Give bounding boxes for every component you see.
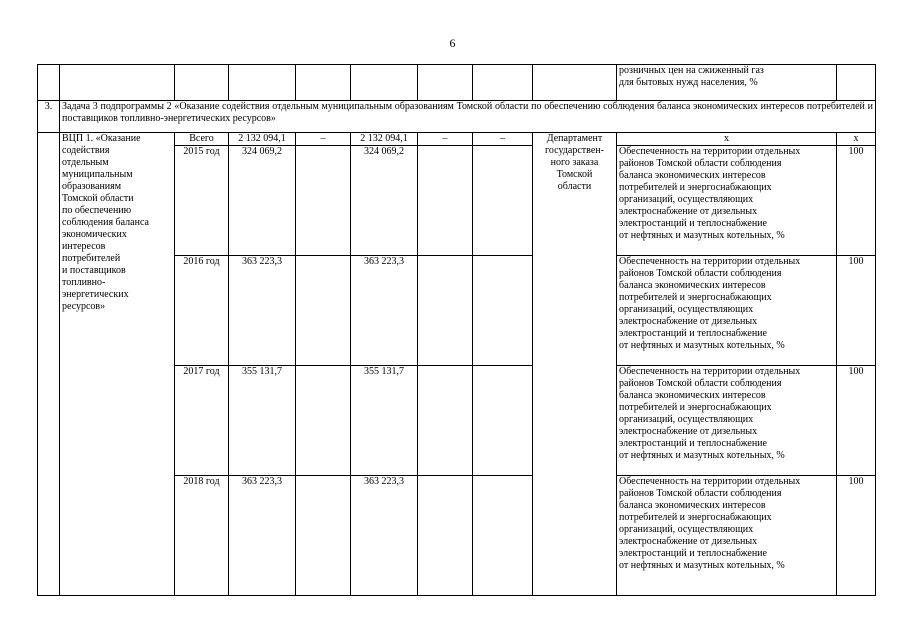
cell-empty bbox=[473, 146, 533, 256]
executor: Департамент государствен- ного заказа Томской области bbox=[533, 133, 617, 596]
cell-empty bbox=[418, 476, 473, 596]
amount-cell: 324 069,2 bbox=[229, 146, 296, 256]
indicator-cell: Обеспеченность на территории отдельных районов Томской области соблюдения баланса экономических интересов потребителей и энергоснабжающих организаций, осуществляющих электроснабжение от дизельных электростанций и теплоснабжение от нефтяных и мазутных котельных, % bbox=[617, 476, 837, 596]
regional-cell: 355 131,7 bbox=[351, 366, 418, 476]
value-cell: х bbox=[837, 133, 876, 146]
regional-cell: 363 223,3 bbox=[351, 256, 418, 366]
cell-empty bbox=[296, 476, 351, 596]
regional-cell: 324 069,2 bbox=[351, 146, 418, 256]
period-cell: 2018 год bbox=[175, 476, 229, 596]
federal-cell: – bbox=[296, 133, 351, 146]
period-cell: Всего bbox=[175, 133, 229, 146]
other-cell: – bbox=[473, 133, 533, 146]
indicator-cell: Обеспеченность на территории отдельных районов Томской области соблюдения баланса экономических интересов потребителей и энергоснабжающих организаций, осуществляющих электроснабжение от дизельных электростанций и теплоснабжение от нефтяных и мазутных котельных, % bbox=[617, 366, 837, 476]
task-row bbox=[38, 101, 876, 133]
value-cell: 100 bbox=[837, 146, 876, 256]
period-cell: 2016 год bbox=[175, 256, 229, 366]
cell-empty bbox=[533, 65, 617, 101]
cell-empty bbox=[296, 65, 351, 101]
task-number: 3. bbox=[38, 101, 60, 133]
continuation-row bbox=[38, 65, 876, 101]
cell-empty bbox=[296, 366, 351, 476]
local-cell: – bbox=[418, 133, 473, 146]
program-name: ВЦП 1. «Оказание содействия отдельным муниципальным образованиям Томской области по обеспечению соблюдения баланса экономических интересов потребителей и поставщиков топливно- энергетических ресурсов» bbox=[60, 133, 175, 596]
task-text: Задача 3 подпрограммы 2 «Оказание содействия отдельным муниципальным образованиям Томской области по обеспечению соблюдения баланса экономических интересов потребителей и поставщиков топливно-энергетических ресурсов» bbox=[60, 101, 876, 133]
amount-cell: 363 223,3 bbox=[229, 256, 296, 366]
cell-empty bbox=[418, 65, 473, 101]
cell-empty bbox=[351, 65, 418, 101]
cell-empty bbox=[473, 476, 533, 596]
cell-empty bbox=[296, 256, 351, 366]
program-table bbox=[37, 64, 876, 596]
value-cell: 100 bbox=[837, 256, 876, 366]
indicator-cell: Обеспеченность на территории отдельных районов Томской области соблюдения баланса экономических интересов потребителей и энергоснабжающих организаций, осуществляющих электроснабжение от дизельных электростанций и теплоснабжение от нефтяных и мазутных котельных, % bbox=[617, 146, 837, 256]
cell-empty bbox=[60, 65, 175, 101]
cell-empty bbox=[837, 65, 876, 101]
total-row bbox=[38, 133, 876, 146]
cell-empty bbox=[418, 146, 473, 256]
cell-empty bbox=[175, 65, 229, 101]
cell-empty bbox=[473, 366, 533, 476]
indicator-cell: розничных цен на сжиженный газ для бытовых нужд населения, % bbox=[617, 65, 837, 101]
period-cell: 2017 год bbox=[175, 366, 229, 476]
period-cell: 2015 год bbox=[175, 146, 229, 256]
cell-empty bbox=[38, 65, 60, 101]
indicator-cell: Обеспеченность на территории отдельных районов Томской области соблюдения баланса экономических интересов потребителей и энергоснабжающих организаций, осуществляющих электроснабжение от дизельных электростанций и теплоснабжение от нефтяных и мазутных котельных, % bbox=[617, 256, 837, 366]
indicator-cell: х bbox=[617, 133, 837, 146]
amount-cell: 363 223,3 bbox=[229, 476, 296, 596]
amount-cell: 355 131,7 bbox=[229, 366, 296, 476]
value-cell: 100 bbox=[837, 476, 876, 596]
amount-cell: 2 132 094,1 bbox=[229, 133, 296, 146]
cell-empty bbox=[418, 366, 473, 476]
regional-cell: 2 132 094,1 bbox=[351, 133, 418, 146]
page-number: 6 bbox=[449, 36, 456, 50]
cell-empty bbox=[418, 256, 473, 366]
cell-empty bbox=[38, 133, 60, 596]
cell-empty bbox=[229, 65, 296, 101]
regional-cell: 363 223,3 bbox=[351, 476, 418, 596]
cell-empty bbox=[473, 256, 533, 366]
cell-empty bbox=[296, 146, 351, 256]
value-cell: 100 bbox=[837, 366, 876, 476]
cell-empty bbox=[473, 65, 533, 101]
